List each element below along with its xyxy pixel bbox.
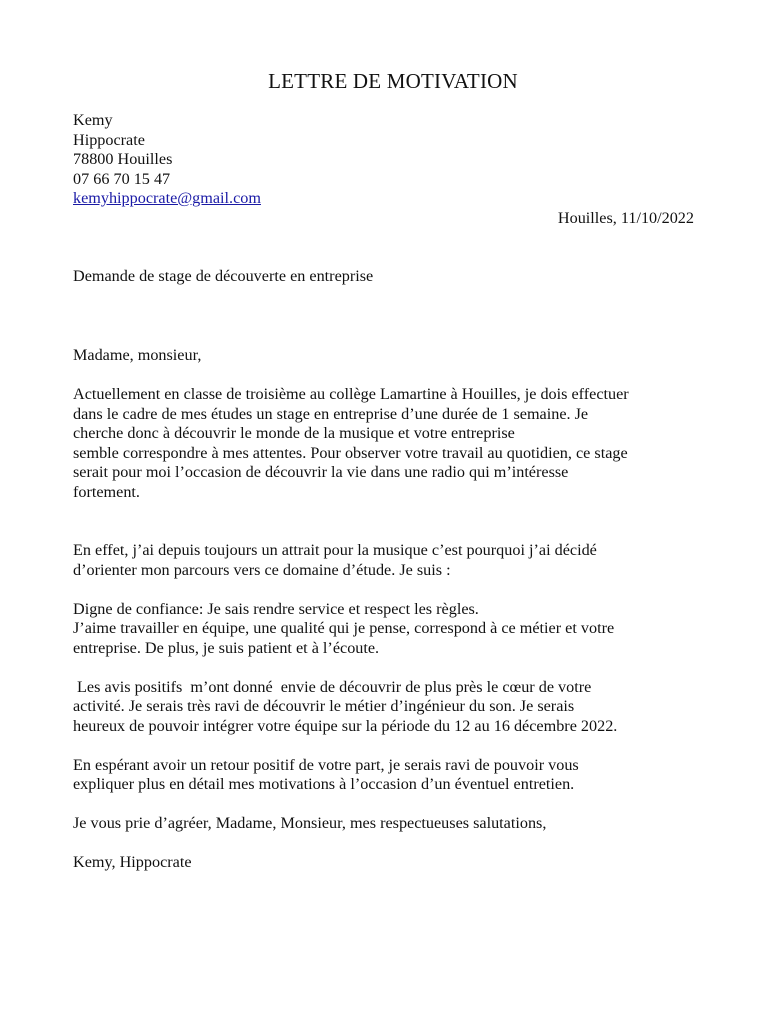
sender-block	[73, 111, 473, 209]
closing-formula: Je vous prie d’agréer, Madame, Monsieur, mes respectueuses salutations,	[73, 814, 547, 832]
signature: Kemy, Hippocrate	[73, 853, 192, 871]
sender-phone: 07 66 70 15 47	[73, 169, 171, 188]
page-title: LETTRE DE MOTIVATION	[268, 69, 518, 93]
paragraph-intro: Actuellement en classe de troisième au collège Lamartine à Houilles, je dois effectuer dans le cadre de mes études un stage en entreprise d’une durée de 1 semaine. Je cherche donc à découvrir le monde de la musique et votre entreprise semble correspondre à mes attentes. Pour observer votre travail au quotidien, ce stage serait pour moi l’occasion de découvrir la vie dans une radio qui m’intéresse fortement.	[73, 385, 629, 501]
salutation: Madame, monsieur,	[73, 346, 202, 364]
letter-subject: Demande de stage de découverte en entreprise	[73, 267, 374, 285]
paragraph-conclusion: En espérant avoir un retour positif de votre part, je serais ravi de pouvoir vous expliquer plus en détail mes motivations à l’occasion d’un éventuel entretien.	[73, 755, 579, 793]
paragraph-qualities: Digne de confiance: Je sais rendre service et respect les règles. J’aime travailler en équipe, une qualité qui je pense, correspond à ce métier et votre entreprise. De plus, je suis patient et à l’écoute.	[73, 599, 615, 657]
paragraph-interest: En effet, j’ai depuis toujours un attrait pour la musique c’est pourquoi j’ai décidé d’orienter mon parcours vers ce domaine d’étude. Je suis :	[73, 541, 597, 579]
sender-city: 78800 Houilles	[73, 150, 173, 168]
sender-name: Kemy	[73, 111, 113, 129]
sender-surname: Hippocrate	[73, 130, 145, 149]
letter-body	[73, 346, 703, 873]
sender-email-link[interactable]: kemyhippocrate@gmail.com	[73, 189, 261, 207]
place-date: Houilles, 11/10/2022	[557, 209, 694, 227]
paragraph-motivation: Les avis positifs m’ont donné envie de découvrir de plus près le cœur de votre activité. Je serais très ravi de découvrir le métier d’ingénieur du son. Je serais heureux de pouvoir intégrer votre équipe sur la période du 12 au 16 décembre 2022.	[73, 677, 618, 735]
